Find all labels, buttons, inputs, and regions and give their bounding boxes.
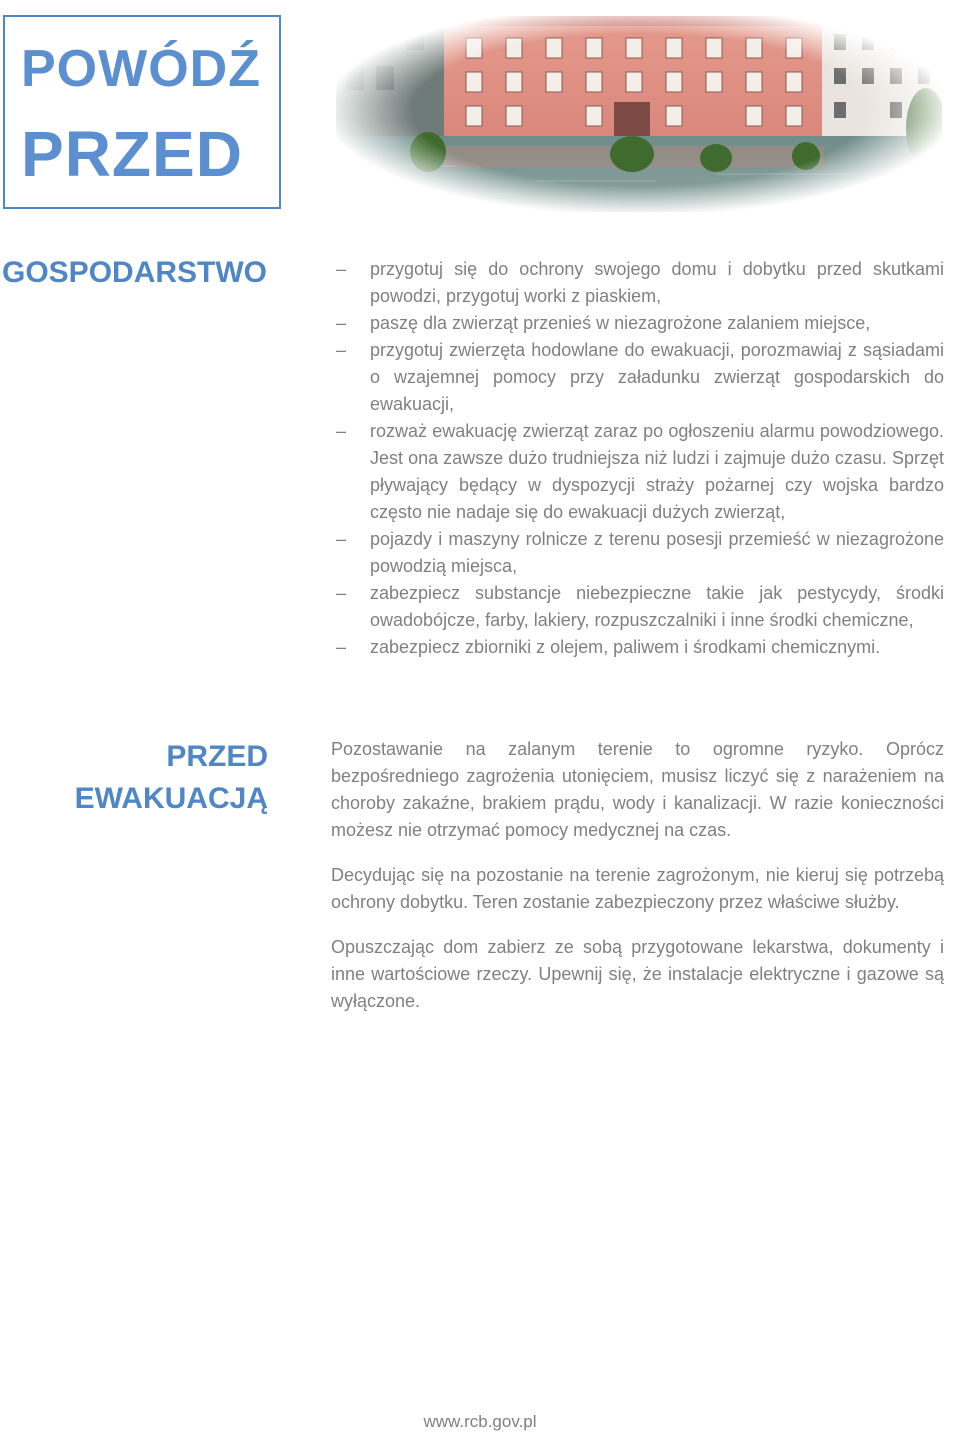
list-item: [336, 418, 944, 526]
list-item: [336, 337, 944, 418]
dash-bullet: –: [336, 259, 347, 279]
list-item: [336, 634, 944, 661]
dash-bullet: –: [336, 529, 347, 549]
dash-bullet: –: [336, 313, 347, 333]
list-item-text: rozważ ewakuację zwierząt zaraz po ogłoszeniu alarmu powodziowego. Jest ona zawsze dużo trudniejsza niż ludzi i zajmuje dużo czasu. Sprzęt pływający będący w dyspozycji straży pożarnej czy wojska bardzo często nie nadaje się do ewakuacji dużych zwierząt,: [370, 421, 944, 522]
przed-ewakuacja-text: [331, 736, 944, 1033]
list-item-text: pojazdy i maszyny rolnicze z terenu posesji przemieść w niezagrożone powodzią miejsca,: [370, 529, 944, 576]
heading-line-ewakuacja: EWAKUACJĄ: [74, 782, 268, 815]
heading-line-przed: PRZED: [166, 740, 268, 773]
paragraph: Pozostawanie na zalanym terenie to ogromne ryzyko. Oprócz bezpośredniego zagrożenia utonięciem, musisz liczyć się z narażeniem na choroby zakaźne, brakiem prądu, wody i kanalizacji. W razie konieczności możesz nie otrzymać pomocy medycznej na czas.: [331, 739, 944, 840]
flooded-buildings-photo: [336, 16, 942, 212]
paragraph: Decydując się na pozostanie na terenie zagrożonym, nie kieruj się potrzebą ochrony dobytku. Teren zostanie zabezpieczony przez właściwe służby.: [331, 865, 944, 912]
dash-bullet: –: [336, 421, 347, 441]
title-line-przed: PRZED: [21, 118, 243, 190]
gospodarstwo-list: [336, 256, 944, 661]
title-line-powodz: POWÓDŹ: [21, 40, 261, 98]
list-item: [336, 526, 944, 580]
list-item-text: zabezpiecz zbiorniki z olejem, paliwem i środkami chemicznymi.: [370, 637, 881, 657]
dash-bullet: –: [336, 637, 347, 657]
paragraph: Opuszczając dom zabierz ze sobą przygotowane lekarstwa, dokumenty i inne wartościowe rzeczy. Upewnij się, że instalacje elektryczne i gazowe są wyłączone.: [331, 937, 944, 1011]
list-item-text: przygotuj się do ochrony swojego domu i dobytku przed skutkami powodzi, przygotuj worki z piaskiem,: [370, 259, 944, 306]
list-item: [336, 256, 944, 310]
dash-bullet: –: [336, 340, 347, 360]
footer-url: www.rcb.gov.pl: [423, 1412, 537, 1431]
list-item-text: paszę dla zwierząt przenieś w niezagrożone zalaniem miejsce,: [370, 313, 871, 333]
list-item: [336, 310, 944, 337]
list-item-text: przygotuj zwierzęta hodowlane do ewakuacji, porozmawiaj z sąsiadami o wzajemnej pomocy przy załadunku zwierząt gospodarskich do ewakuacji,: [370, 340, 944, 414]
list-item: [336, 580, 944, 634]
list-item-text: zabezpiecz substancje niebezpieczne takie jak pestycydy, środki owadobójcze, farby, lakiery, rozpuszczalniki i inne środki chemiczne,: [370, 583, 944, 630]
section-heading-przed-ewakuacja: [75, 736, 268, 820]
section-heading-gospodarstwo: GOSPODARSTWO: [2, 256, 268, 289]
dash-bullet: –: [336, 583, 347, 603]
title-box: [3, 15, 281, 209]
